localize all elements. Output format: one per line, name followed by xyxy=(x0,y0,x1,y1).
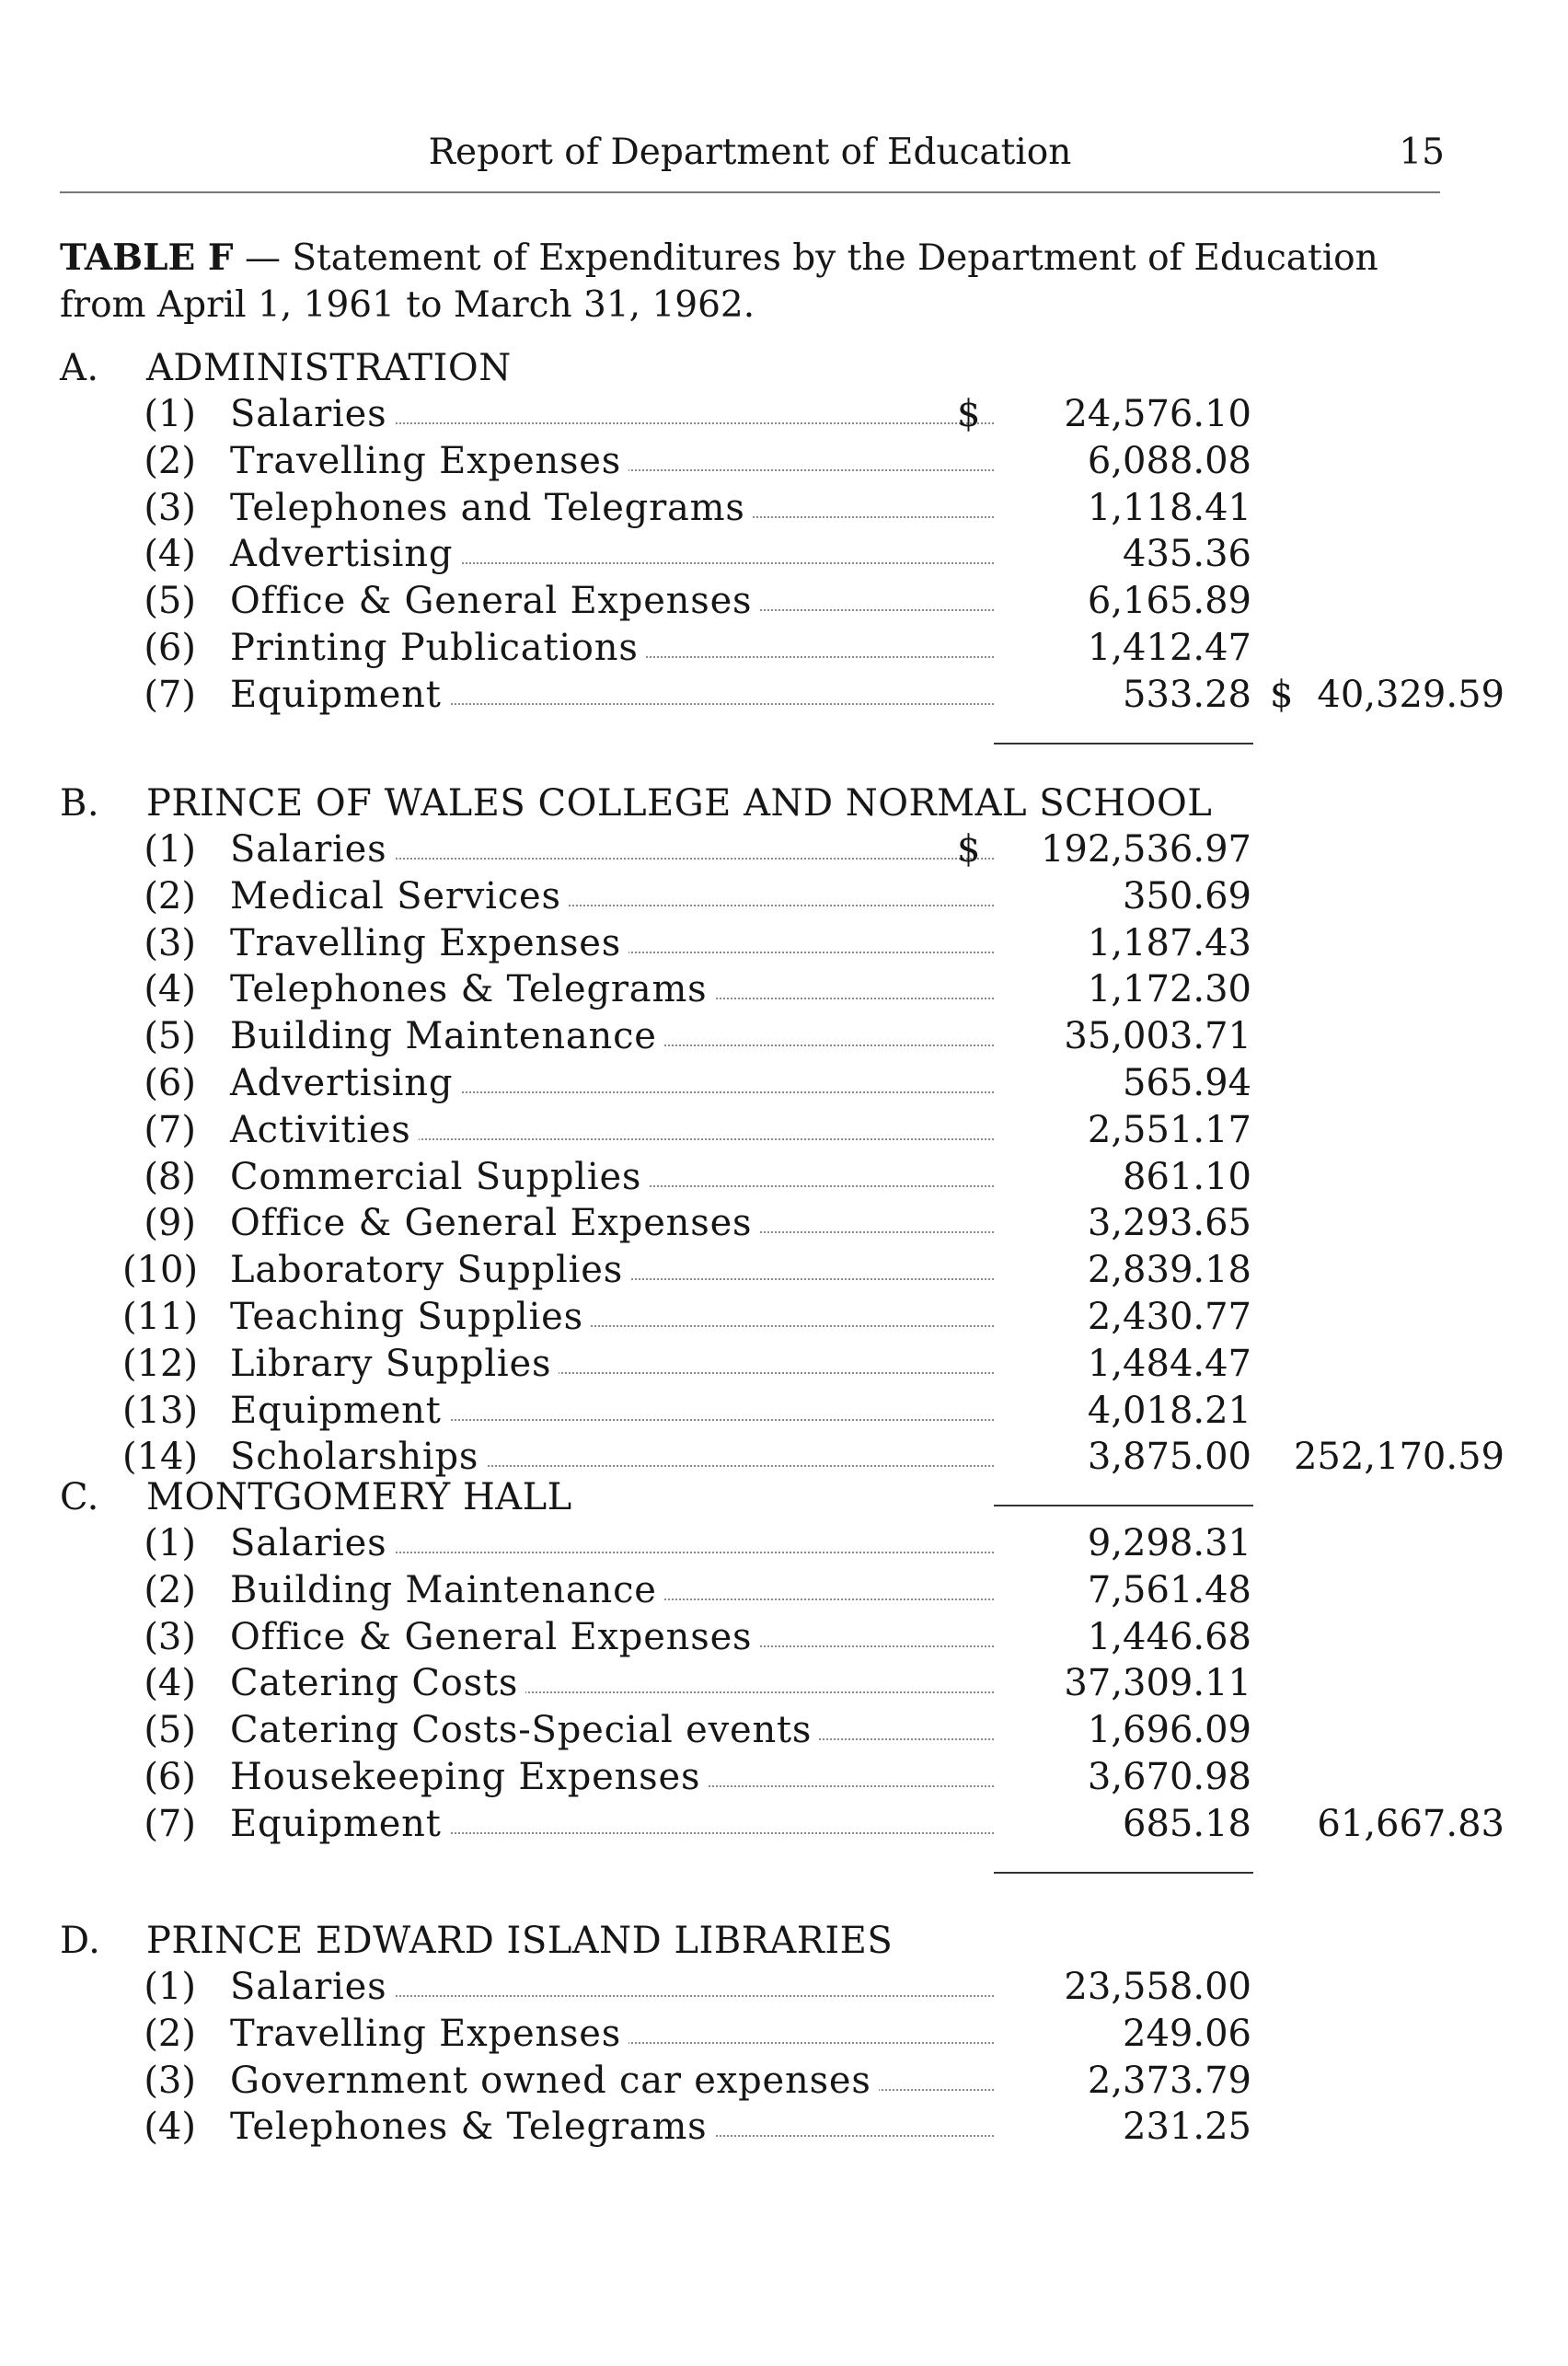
table-row xyxy=(60,826,1458,873)
item-amount: 350.69 xyxy=(1123,874,1251,918)
item-label: Advertising xyxy=(230,1060,460,1107)
item-number: (3) xyxy=(144,921,196,964)
subtotal-rule xyxy=(60,719,1458,757)
item-label: Telephones and Telegrams xyxy=(230,485,753,532)
item-amount: 1,412.47 xyxy=(1087,626,1251,669)
item-label: Advertising xyxy=(230,531,460,578)
item-number: (10) xyxy=(122,1249,199,1292)
item-amount: 3,670.98 xyxy=(1087,1755,1251,1798)
table-row xyxy=(60,2104,1458,2151)
item-number: (3) xyxy=(144,486,196,529)
item-amount: 1,446.68 xyxy=(1087,1615,1251,1658)
item-amount: 35,003.71 xyxy=(1064,1015,1251,1058)
item-label: Laboratory Supplies xyxy=(230,1247,630,1294)
item-number: (4) xyxy=(144,2106,196,2149)
table-label: TABLE F xyxy=(60,237,234,279)
item-label: Scholarships xyxy=(230,1434,486,1481)
item-number: (4) xyxy=(144,1662,196,1705)
item-label: Housekeeping Expenses xyxy=(230,1754,708,1801)
item-amount: 2,839.18 xyxy=(1087,1249,1251,1292)
item-amount: 2,373.79 xyxy=(1087,2059,1251,2102)
item-number: (5) xyxy=(144,1015,196,1058)
table-row xyxy=(60,1614,1458,1661)
item-number: (2) xyxy=(144,1568,196,1611)
item-label: Teaching Supplies xyxy=(230,1294,591,1341)
item-amount: 1,484.47 xyxy=(1087,1342,1251,1385)
table-row xyxy=(60,1013,1458,1060)
section-title: MONTGOMERY HALL xyxy=(146,1476,572,1518)
item-label: Telephones & Telegrams xyxy=(230,966,715,1013)
table-row xyxy=(60,873,1458,920)
table-row xyxy=(60,1707,1458,1754)
subtotal-rule xyxy=(60,1848,1458,1887)
item-label: Medical Services xyxy=(230,873,569,920)
item-currency: $ xyxy=(957,828,981,871)
item-amount: 4,018.21 xyxy=(1087,1389,1251,1432)
item-label: Office & General Expenses xyxy=(230,1614,759,1661)
item-label: Travelling Expenses xyxy=(230,920,628,967)
section-title: ADMINISTRATION xyxy=(146,347,512,389)
table-row xyxy=(60,1801,1505,1848)
item-number: (14) xyxy=(122,1436,199,1479)
table-row xyxy=(60,1247,1458,1294)
section-heading xyxy=(60,780,1458,826)
item-amount: 249.06 xyxy=(1123,2012,1251,2055)
item-amount: 23,558.00 xyxy=(1064,1966,1251,2008)
item-label: Salaries xyxy=(230,391,394,438)
item-label: Government owned car expenses xyxy=(230,2058,879,2105)
item-number: (2) xyxy=(144,874,196,918)
table-row xyxy=(60,531,1458,578)
table-row xyxy=(60,2058,1458,2105)
item-number: (7) xyxy=(144,673,196,716)
item-label: Activities xyxy=(230,1107,419,1154)
section-letter: D. xyxy=(60,1920,101,1962)
table-row xyxy=(60,672,1505,719)
section-d xyxy=(60,1918,1458,2151)
section-title: PRINCE EDWARD ISLAND LIBRARIES xyxy=(146,1920,894,1962)
item-amount: 2,551.17 xyxy=(1087,1108,1251,1151)
item-label: Travelling Expenses xyxy=(230,438,628,485)
table-row xyxy=(60,485,1458,532)
item-number: (3) xyxy=(144,1615,196,1658)
item-number: (1) xyxy=(144,828,196,871)
item-amount: 231.25 xyxy=(1123,2106,1251,2149)
table-row xyxy=(60,1294,1458,1341)
item-label: Equipment xyxy=(230,1388,449,1435)
table-row xyxy=(60,1388,1458,1435)
item-number: (2) xyxy=(144,439,196,482)
item-amount: 7,561.48 xyxy=(1087,1568,1251,1611)
item-number: (11) xyxy=(122,1295,199,1338)
section-letter: B. xyxy=(60,782,100,825)
table-row xyxy=(60,578,1458,625)
item-label: Catering Costs-Special events xyxy=(230,1707,819,1754)
table-row xyxy=(60,1660,1458,1707)
item-label: Salaries xyxy=(230,826,394,873)
item-number: (6) xyxy=(144,1755,196,1798)
table-row xyxy=(60,1107,1458,1154)
item-label: Library Supplies xyxy=(230,1341,559,1388)
item-label: Office & General Expenses xyxy=(230,578,759,625)
table-row xyxy=(60,920,1458,967)
table-row xyxy=(60,1200,1458,1247)
item-label: Salaries xyxy=(230,1964,394,2011)
item-amount: 3,293.65 xyxy=(1087,1202,1251,1245)
table-row xyxy=(60,1154,1458,1201)
item-amount: 861.10 xyxy=(1123,1155,1251,1198)
item-amount: 6,088.08 xyxy=(1087,439,1251,482)
item-number: (2) xyxy=(144,2012,196,2055)
section-letter: A. xyxy=(60,347,99,389)
item-label: Equipment xyxy=(230,672,449,719)
table-row xyxy=(60,1520,1458,1567)
item-amount: 565.94 xyxy=(1123,1061,1251,1104)
table-row xyxy=(60,1964,1458,2011)
table-caption xyxy=(60,235,1458,329)
item-number: (8) xyxy=(144,1155,196,1198)
item-amount: 3,875.00 xyxy=(1087,1436,1251,1479)
item-amount: 435.36 xyxy=(1123,533,1251,576)
item-label: Travelling Expenses xyxy=(230,2011,628,2058)
item-number: (4) xyxy=(144,533,196,576)
item-amount: 37,309.11 xyxy=(1064,1662,1251,1705)
section-heading xyxy=(60,1474,1458,1520)
item-number: (3) xyxy=(144,2059,196,2102)
section-title: PRINCE OF WALES COLLEGE AND NORMAL SCHOOL xyxy=(146,782,1213,825)
item-amount: 1,696.09 xyxy=(1087,1709,1251,1752)
item-amount: 1,118.41 xyxy=(1087,486,1251,529)
item-label: Catering Costs xyxy=(230,1660,525,1707)
table-row xyxy=(60,2011,1458,2058)
table-row xyxy=(60,625,1458,672)
item-amount: 6,165.89 xyxy=(1087,580,1251,623)
item-number: (7) xyxy=(144,1108,196,1151)
item-number: (6) xyxy=(144,1061,196,1104)
item-label: Office & General Expenses xyxy=(230,1200,759,1247)
item-label: Equipment xyxy=(230,1801,449,1848)
item-number: (13) xyxy=(122,1389,199,1432)
item-number: (1) xyxy=(144,393,196,435)
item-amount: 1,187.43 xyxy=(1087,921,1251,964)
page-number: 15 xyxy=(1399,132,1445,173)
table-caption-dash: — xyxy=(244,237,281,279)
item-number: (5) xyxy=(144,580,196,623)
table-caption-text: Statement of Expenditures by the Department of Education from April 1, 1961 to March 31, 1962. xyxy=(60,237,1378,326)
table-row xyxy=(60,391,1458,438)
item-label: Building Maintenance xyxy=(230,1567,664,1614)
section-heading xyxy=(60,345,1458,391)
item-label: Commercial Supplies xyxy=(230,1154,649,1201)
table-row xyxy=(60,1060,1458,1107)
section-total: 252,170.59 xyxy=(1293,1436,1505,1479)
table-row xyxy=(60,966,1458,1013)
section-heading xyxy=(60,1918,1458,1964)
item-number: (5) xyxy=(144,1709,196,1752)
item-amount: 192,536.97 xyxy=(1040,828,1251,871)
item-label: Printing Publications xyxy=(230,625,646,672)
table-row xyxy=(60,1341,1458,1388)
item-number: (12) xyxy=(122,1342,199,1385)
item-amount: 2,430.77 xyxy=(1087,1295,1251,1338)
header-rule xyxy=(60,191,1440,193)
item-amount: 9,298.31 xyxy=(1087,1522,1251,1564)
section-c xyxy=(60,1474,1505,1887)
section-total-currency: $ xyxy=(1270,673,1294,716)
item-label: Salaries xyxy=(230,1520,394,1567)
item-number: (4) xyxy=(144,968,196,1011)
running-head-title: Report of Department of Education xyxy=(428,132,1072,173)
item-amount: 685.18 xyxy=(1123,1802,1251,1845)
item-currency: $ xyxy=(957,393,981,435)
section-total: 40,329.59 xyxy=(1317,673,1505,716)
table-row xyxy=(60,1754,1458,1801)
item-number: (6) xyxy=(144,626,196,669)
table-row xyxy=(60,438,1458,485)
section-letter: C. xyxy=(60,1476,99,1518)
item-number: (7) xyxy=(144,1802,196,1845)
running-head xyxy=(0,125,1568,180)
item-number: (1) xyxy=(144,1966,196,2008)
section-b xyxy=(60,780,1505,1519)
item-amount: 1,172.30 xyxy=(1087,968,1251,1011)
table-row xyxy=(60,1567,1458,1614)
section-a xyxy=(60,345,1505,757)
item-number: (9) xyxy=(144,1202,196,1245)
item-label: Telephones & Telegrams xyxy=(230,2104,715,2151)
item-amount: 24,576.10 xyxy=(1064,393,1251,435)
item-label: Building Maintenance xyxy=(230,1013,664,1060)
item-number: (1) xyxy=(144,1522,196,1564)
item-amount: 533.28 xyxy=(1123,673,1251,716)
section-total: 61,667.83 xyxy=(1317,1802,1505,1845)
